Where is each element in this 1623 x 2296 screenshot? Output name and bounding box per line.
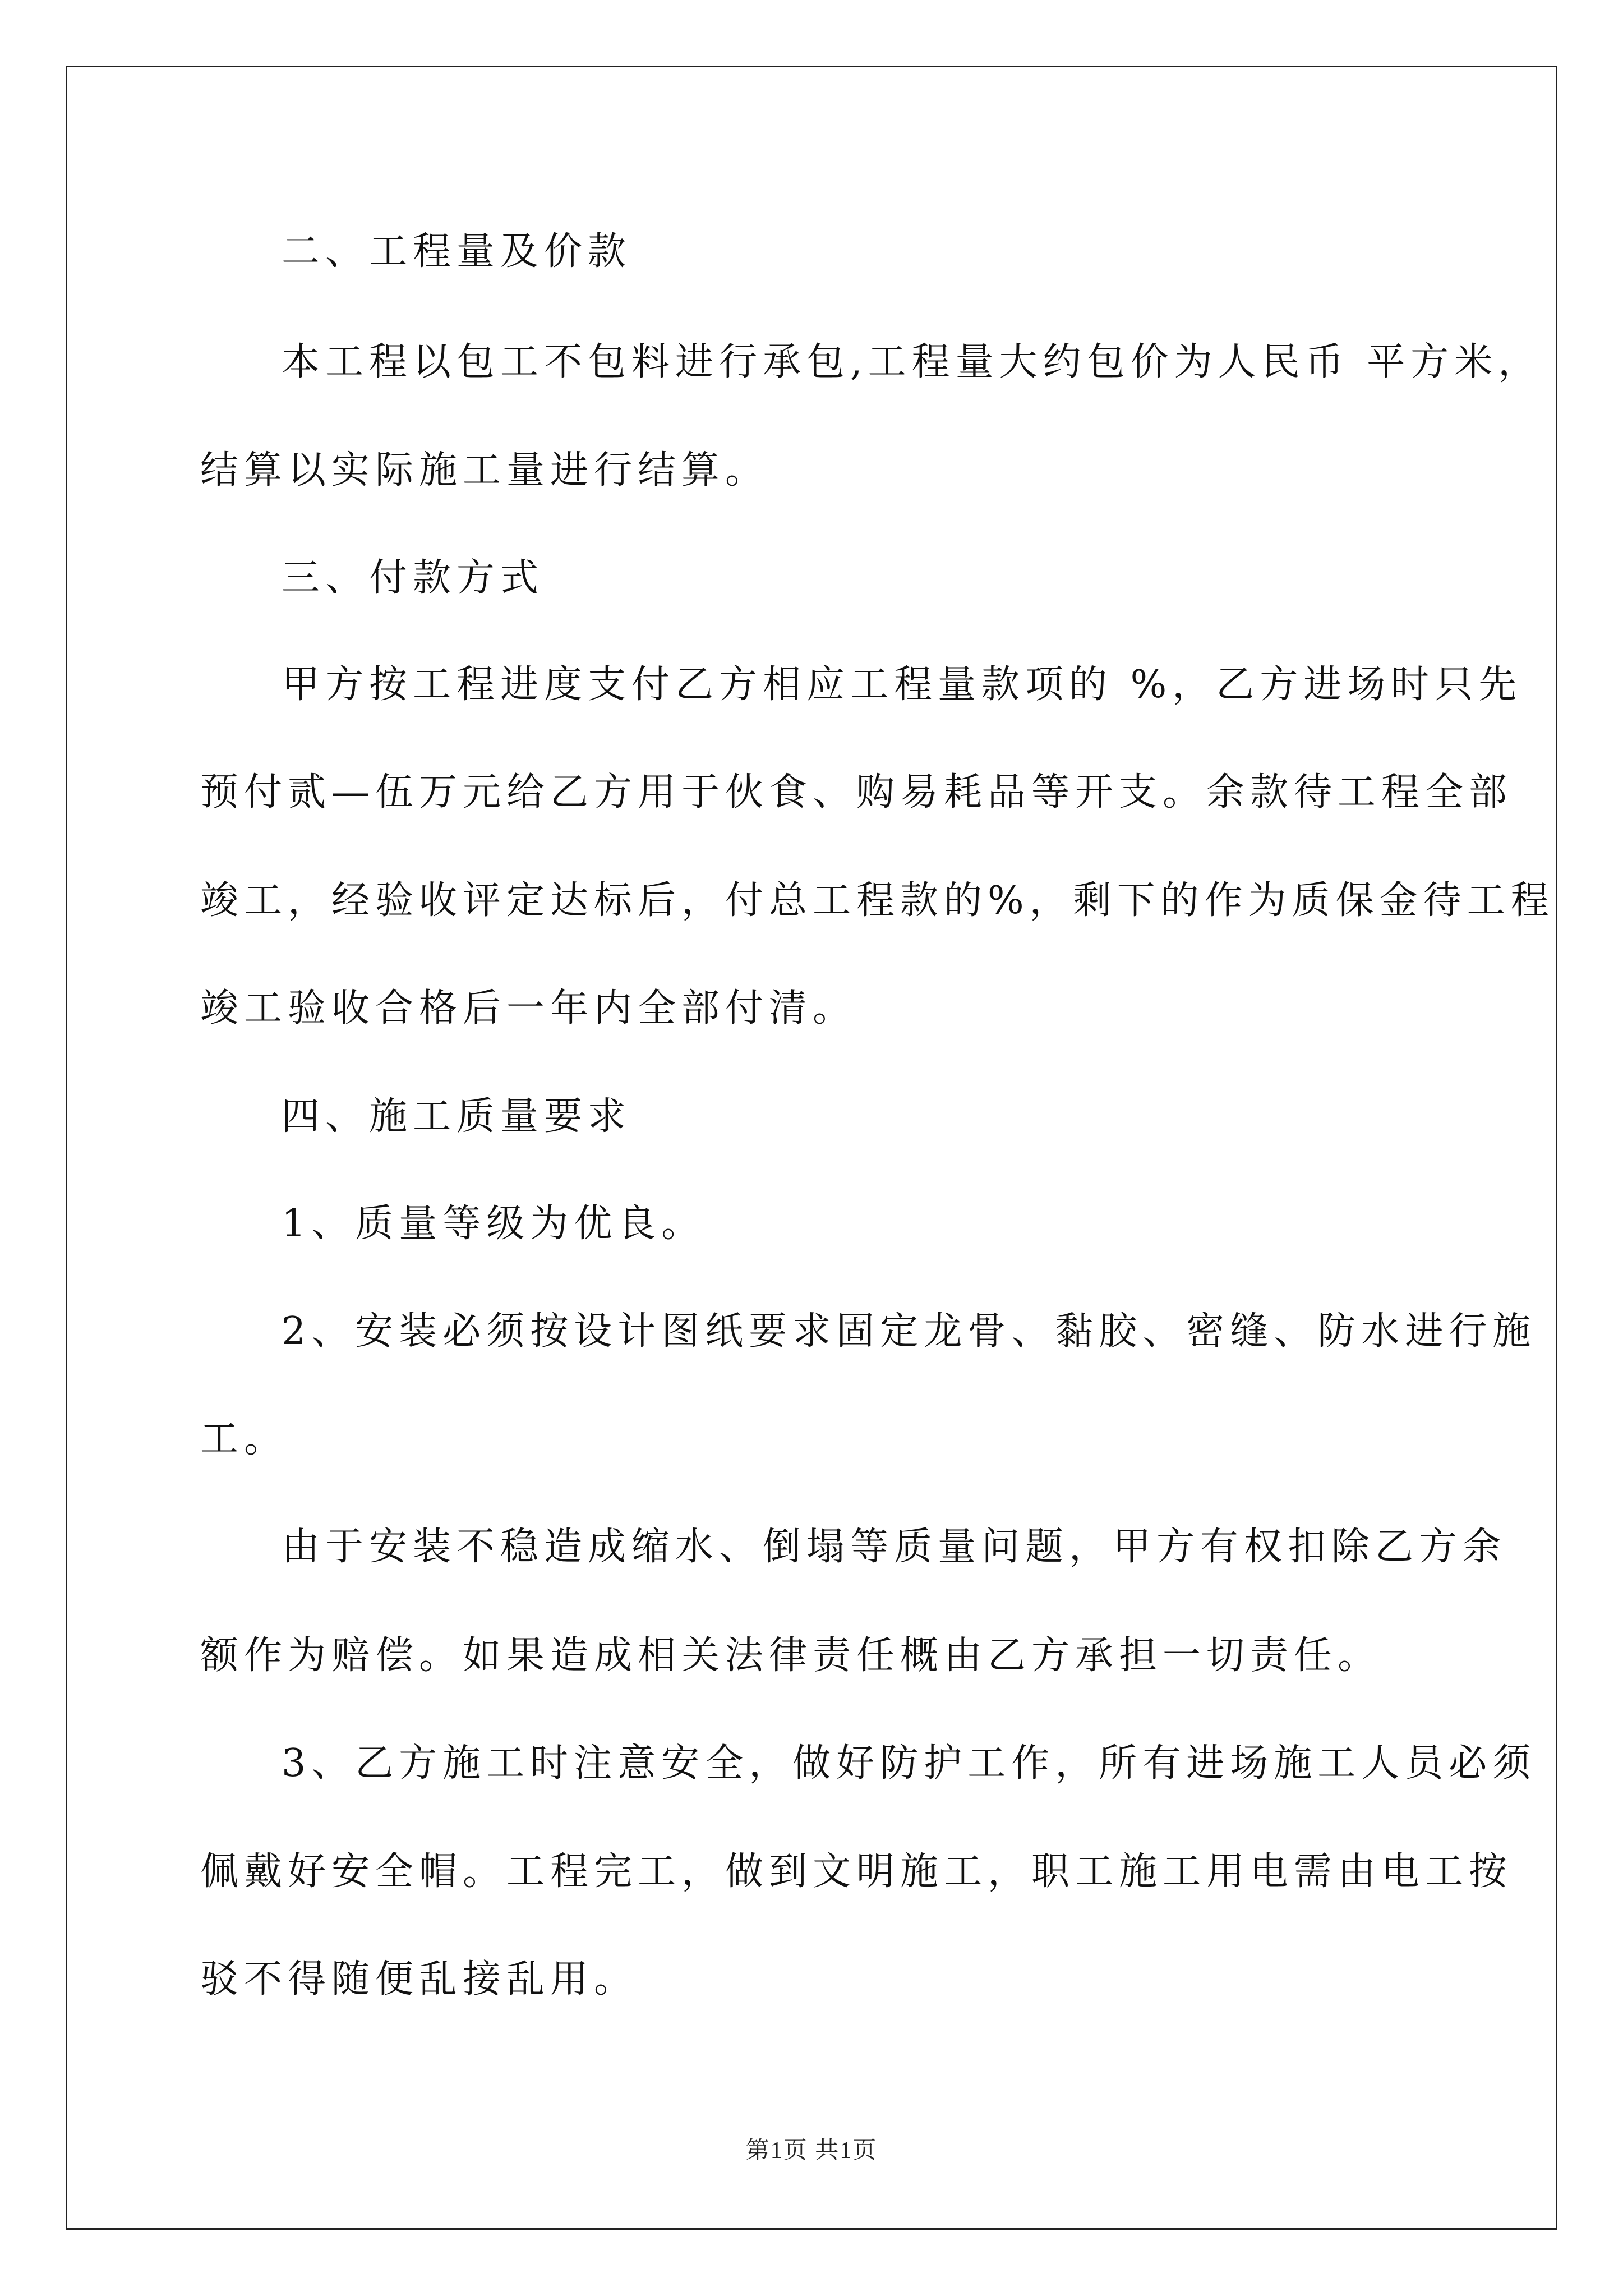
section-heading-quality: 四、施工质量要求 [282, 1094, 632, 1139]
paragraph-line: 额作为赔偿。如果造成相关法律责任概由乙方承担一切责任。 [200, 1634, 1382, 1678]
paragraph-line: 本工程以包工不包料进行承包,工程量大约包价为人民币 平方米， [282, 340, 1542, 384]
paragraph-line: 佩戴好安全帽。工程完工，做到文明施工，职工施工用电需由电工按 [200, 1849, 1513, 1894]
paragraph-line: 由于安装不稳造成缩水、倒塌等质量问题，甲方有权扣除乙方余 [282, 1525, 1507, 1569]
paragraph-line: 驳不得随便乱接乱用。 [200, 1957, 638, 2001]
section-heading-quantity-price: 二、工程量及价款 [282, 229, 632, 274]
list-item: 2、安装必须按设计图纸要求固定龙骨、黏胶、密缝、防水进行施 [282, 1309, 1537, 1354]
paragraph-line: 竣工，经验收评定达标后，付总工程款的%，剩下的作为质保金待工程 [200, 878, 1555, 923]
list-item: 3、乙方施工时注意安全，做好防护工作，所有进场施工人员必须 [282, 1741, 1537, 1786]
list-item: 1、质量等级为优良。 [282, 1202, 706, 1246]
paragraph-line: 竣工验收合格后一年内全部付清。 [200, 986, 857, 1030]
section-heading-payment: 三、付款方式 [282, 556, 545, 600]
page-number-footer: 第1页 共1页 [745, 2138, 878, 2164]
paragraph-line: 结算以实际施工量进行结算。 [200, 448, 769, 493]
paragraph-line: 预付贰—伍万元给乙方用于伙食、购易耗品等开支。余款待工程全部 [200, 770, 1513, 815]
page-border [66, 66, 1557, 2230]
paragraph-line: 甲方按工程进度支付乙方相应工程量款项的 %，乙方进场时只先 [282, 662, 1523, 707]
paragraph-line: 工。 [200, 1417, 288, 1461]
